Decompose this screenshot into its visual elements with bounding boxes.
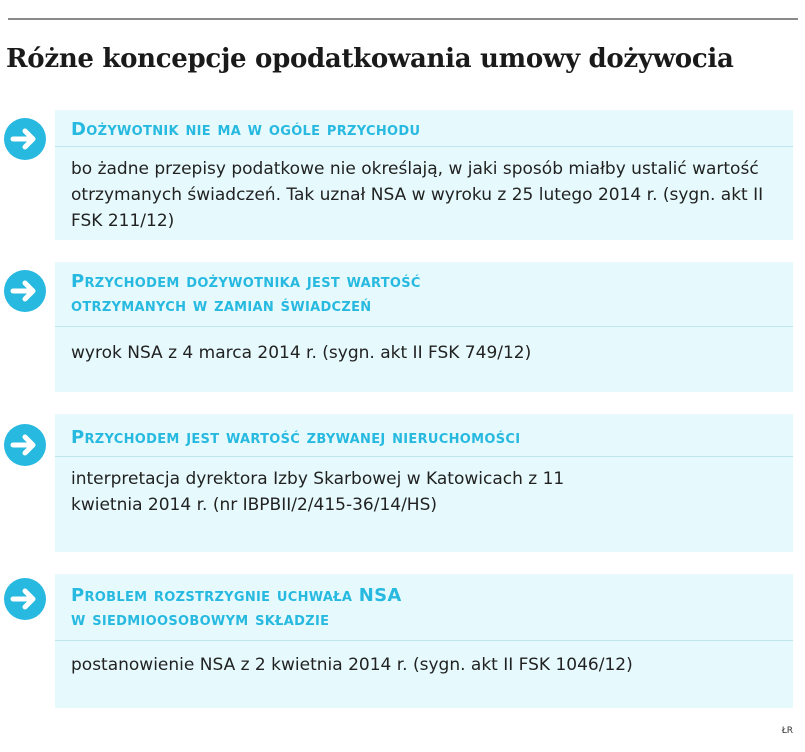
arrow-right-circle-icon: [2, 576, 48, 622]
arrow-right-circle-icon: [2, 268, 48, 314]
item-card-3: [55, 414, 793, 552]
item-heading-line: otrzymanych w zamian świadczeń: [71, 295, 372, 316]
item-heading-line: Dożywotnik nie ma w ogóle przychodu: [71, 119, 421, 140]
item-text: interpretacja dyrektora Izby Skarbowej w Katowicach z 11 kwietnia 2014 r. (nr IBPBII/2/415-36/14/HS): [71, 469, 565, 515]
item-heading: [71, 426, 520, 450]
item-heading: [71, 270, 421, 318]
item-heading: [71, 118, 420, 142]
item-heading-line: Przychodem jest wartość zbywanej nieruchomości: [71, 427, 521, 448]
item-divider: [55, 146, 793, 147]
item-divider: [55, 326, 793, 327]
arrow-right-circle-icon: [2, 116, 48, 162]
item-text: postanowienie NSA z 2 kwietnia 2014 r. (sygn. akt II FSK 1046/12): [71, 655, 633, 675]
item-card-4: [55, 574, 793, 708]
top-divider: [8, 18, 798, 20]
item-heading-line: Przychodem dożywotnika jest wartość: [71, 271, 421, 292]
item-text: wyrok NSA z 4 marca 2014 r. (sygn. akt II FSK 749/12): [71, 343, 532, 363]
item-card-2: [55, 262, 793, 392]
item-heading: [71, 584, 402, 632]
item-divider: [55, 640, 793, 641]
page-title: Różne koncepcje opodatkowania umowy dożywocia: [6, 44, 734, 74]
item-heading-line: Problem rozstrzygnie uchwała NSA: [71, 585, 402, 606]
item-divider: [55, 456, 793, 457]
item-heading-line: w siedmioosobowym składzie: [71, 609, 330, 630]
item-card-1: [55, 110, 793, 240]
author-credit: ŁR: [781, 726, 793, 736]
item-text: bo żadne przepisy podatkowe nie określają, w jaki sposób miałby ustalić wartość otrzymanych świadczeń. Tak uznał NSA w wyroku z 25 lutego 2014 r. (sygn. akt II FSK 211/12): [71, 159, 764, 231]
arrow-right-circle-icon: [2, 422, 48, 468]
